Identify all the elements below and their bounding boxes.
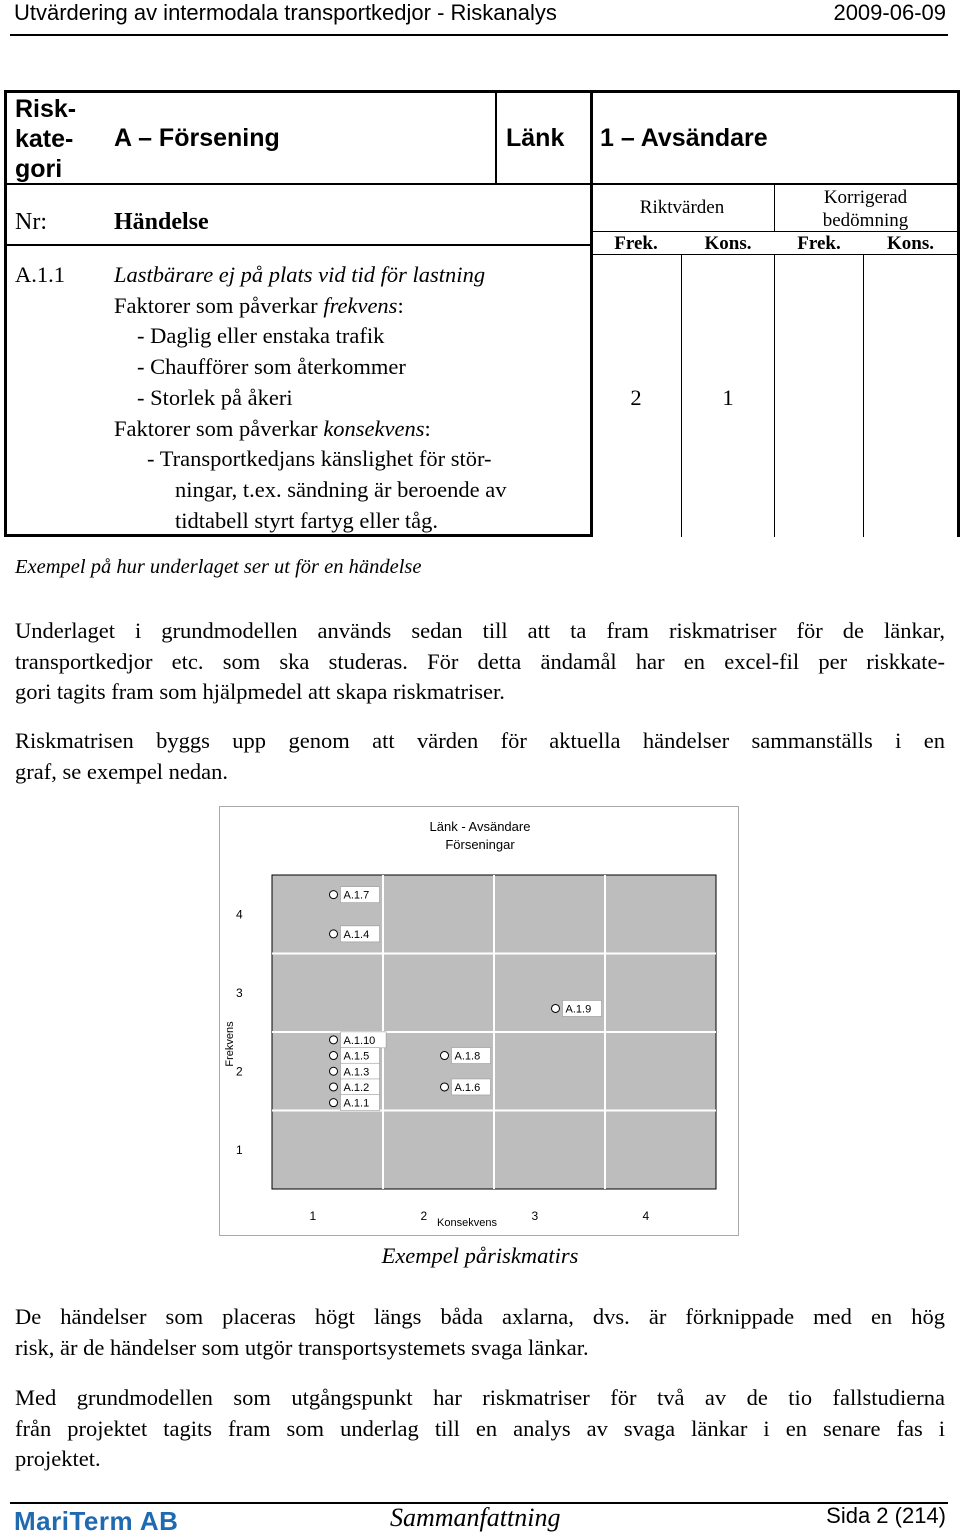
company-logo: MariTerm AB xyxy=(14,1506,179,1536)
data-label: A.1.5 xyxy=(343,1050,370,1063)
row-title: Lastbärare ej på plats vid tid för lastning xyxy=(114,262,486,287)
data-label: A.1.3 xyxy=(343,1066,370,1079)
data-point xyxy=(552,1004,560,1012)
kons-item: tidtabell styrt fartyg eller tåg. xyxy=(175,507,439,533)
data-point xyxy=(441,1083,449,1091)
kons-item: - Transportkedjans känslighet för stör- xyxy=(147,446,492,472)
page-number: Sida 2 (214) xyxy=(826,1503,946,1528)
risk-table xyxy=(4,90,960,538)
korrigerad-label: Korrigerad bedömning xyxy=(822,187,909,231)
x-axis-label: Konsekvens xyxy=(437,1217,497,1229)
frek-item: - Storlek på åkeri xyxy=(137,384,293,410)
y-tick-label: 2 xyxy=(236,1064,243,1079)
riktvarden-label: Riktvärden xyxy=(639,197,725,218)
document-date: 2009-06-09 xyxy=(833,0,946,25)
paragraph: Underlaget i grundmodellen används sedan till att ta fram riskmatriser för de länkar, transportkedjor etc. som ska studeras. För detta ändamål har en excel-fil per riskkate- gori tagits fram som hjälpmedel att skapa riskmatriser. xyxy=(15,618,945,704)
paragraph: Riskmatrisen byggs upp genom att värden för aktuella händelser sammanställs i en graf, se exempel nedan. xyxy=(15,728,945,784)
data-label: A.1.7 xyxy=(343,889,370,902)
data-label: A.1.8 xyxy=(454,1050,481,1063)
data-label: A.1.10 xyxy=(343,1034,376,1047)
table-caption: Exempel på hur underlaget ser ut för en händelse xyxy=(15,556,422,578)
data-label: A.1.9 xyxy=(565,1003,592,1016)
data-point xyxy=(330,1099,338,1107)
y-tick-label: 4 xyxy=(236,907,243,922)
chart-title: Länk - Avsändare xyxy=(429,819,531,834)
lank-value: 1 – Avsändare xyxy=(600,124,768,152)
col-frek-rikt: Frek. xyxy=(614,233,658,254)
handelse-label: Händelse xyxy=(114,209,209,235)
y-axis-label: Frekvens xyxy=(224,1021,236,1067)
y-tick-label: 1 xyxy=(236,1142,243,1157)
data-label: A.1.6 xyxy=(454,1081,481,1094)
data-point xyxy=(441,1052,449,1060)
x-tick-label: 3 xyxy=(531,1209,539,1223)
riktvarde-frek: 2 xyxy=(630,385,642,410)
data-label: A.1.2 xyxy=(343,1081,370,1094)
kons-item: ningar, t.ex. sändning är beroende av xyxy=(175,476,507,502)
col-kons-rikt: Kons. xyxy=(704,233,752,254)
row-description xyxy=(114,260,590,536)
data-point xyxy=(330,1036,338,1044)
data-point xyxy=(330,1067,338,1075)
data-point xyxy=(330,930,338,938)
paragraph: De händelser som placeras högt längs båda axlarna, dvs. är förknippade med en hög risk, är de händelser som utgör transportsystemets svaga länkar. xyxy=(15,1304,945,1360)
risk-matrix-chart xyxy=(219,806,739,1236)
frek-item: - Daglig eller enstaka trafik xyxy=(137,323,385,349)
y-tick-label: 3 xyxy=(236,985,243,1000)
chart-svg xyxy=(220,807,738,1235)
footer-section: Sammanfattning xyxy=(390,1503,561,1532)
x-tick-label: 1 xyxy=(309,1209,317,1223)
data-point xyxy=(330,1052,338,1060)
header-divider xyxy=(10,34,948,36)
kons-factors-heading: Faktorer som påverkar konsekvens: xyxy=(114,415,431,441)
col-kons-korr: Kons. xyxy=(887,233,934,254)
col-frek-korr: Frek. xyxy=(797,233,841,254)
nr-label: Nr: xyxy=(15,209,47,235)
frek-item: - Chaufförer som återkommer xyxy=(137,354,406,380)
data-label: A.1.1 xyxy=(343,1097,370,1110)
row-nr: A.1.1 xyxy=(15,262,65,287)
chart-caption: Exempel påriskmatirs xyxy=(381,1243,579,1268)
document-title: Utvärdering av intermodala transportkedjor - Riskanalys xyxy=(14,0,557,25)
data-label: A.1.4 xyxy=(343,928,370,941)
chart-title: Förseningar xyxy=(445,837,515,852)
data-point xyxy=(330,1083,338,1091)
riktvarde-kons: 1 xyxy=(722,385,734,410)
lank-label: Länk xyxy=(506,124,565,152)
frek-factors-heading: Faktorer som påverkar frekvens: xyxy=(114,292,404,318)
data-point xyxy=(330,891,338,899)
category-title: A – Försening xyxy=(114,124,280,152)
x-tick-label: 2 xyxy=(420,1209,428,1223)
paragraph: Med grundmodellen som utgångspunkt har riskmatriser för två av de tio fallstudierna från projektet tagits fram som underlag till en analys av svaga länkar i en senare fas i projektet. xyxy=(15,1385,945,1471)
x-tick-label: 4 xyxy=(642,1209,650,1223)
riskkategori-label: Risk- kate- gori xyxy=(15,95,77,183)
